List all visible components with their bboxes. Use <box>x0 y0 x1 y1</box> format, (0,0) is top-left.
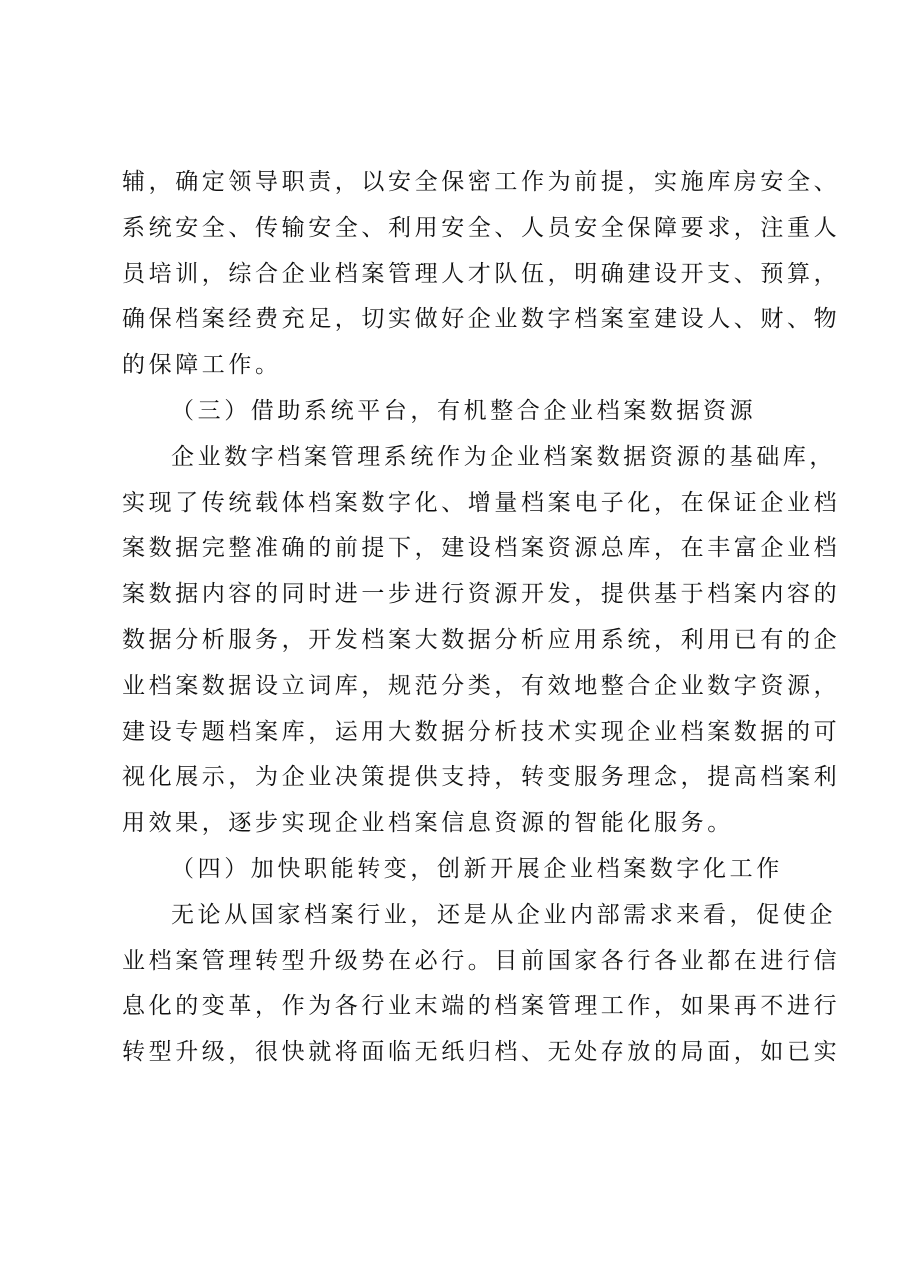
text-line: 的保障工作。 <box>122 352 282 379</box>
text-line: 用效果，逐步实现企业档案信息资源的智能化服务。 <box>122 810 734 837</box>
text-line: 视化展示，为企业决策提供支持，转变服务理念，提高档案利 <box>122 764 841 791</box>
text-line: 案数据完整准确的前提下，建设档案资源总库，在丰富企业档 <box>122 535 841 562</box>
text-line: 确保档案经费充足，切实做好企业数字档案室建设人、财、物 <box>122 306 841 333</box>
text-line: 员培训，综合企业档案管理人才队伍，明确建设开支、预算， <box>122 260 841 287</box>
section-heading-3 <box>122 389 794 435</box>
text-line: 息化的变革，作为各行业末端的档案管理工作，如果再不进行 <box>122 993 841 1020</box>
text-line: 无论从国家档案行业，还是从企业内部需求来看，促使企 <box>171 901 836 928</box>
text-line: 辅，确定领导职责，以安全保密工作为前提，实施库房安全、 <box>122 169 841 195</box>
paragraph-section-4 <box>122 893 841 1076</box>
text-line: 业档案数据设立词库，规范分类，有效地整合企业数字资源， <box>122 672 841 699</box>
document-body <box>122 160 841 1076</box>
text-line: 转型升级，很快就将面临无纸归档、无处存放的局面，如已实 <box>122 1039 841 1066</box>
heading-text: （四）加快职能转变，创新开展企业档案数字化工作 <box>171 855 783 882</box>
paragraph-section-3 <box>122 435 841 847</box>
text-line: 实现了传统载体档案数字化、增量档案电子化，在保证企业档 <box>122 489 841 516</box>
heading-text: （三）借助系统平台，有机整合企业档案数据资源 <box>171 397 757 424</box>
section-heading-4 <box>122 847 794 893</box>
text-line: 建设专题档案库，运用大数据分析技术实现企业档案数据的可 <box>122 718 841 745</box>
text-line: 数据分析服务，开发档案大数据分析应用系统，利用已有的企 <box>122 626 841 653</box>
text-line: 企业数字档案管理系统作为企业档案数据资源的基础库， <box>171 443 836 470</box>
text-line: 案数据内容的同时进一步进行资源开发，提供基于档案内容的 <box>122 581 841 608</box>
text-line: 业档案管理转型升级势在必行。目前国家各行各业都在进行信 <box>122 947 841 974</box>
text-line: 系统安全、传输安全、利用安全、人员安全保障要求，注重人 <box>122 214 841 241</box>
paragraph-continuation <box>122 160 841 389</box>
